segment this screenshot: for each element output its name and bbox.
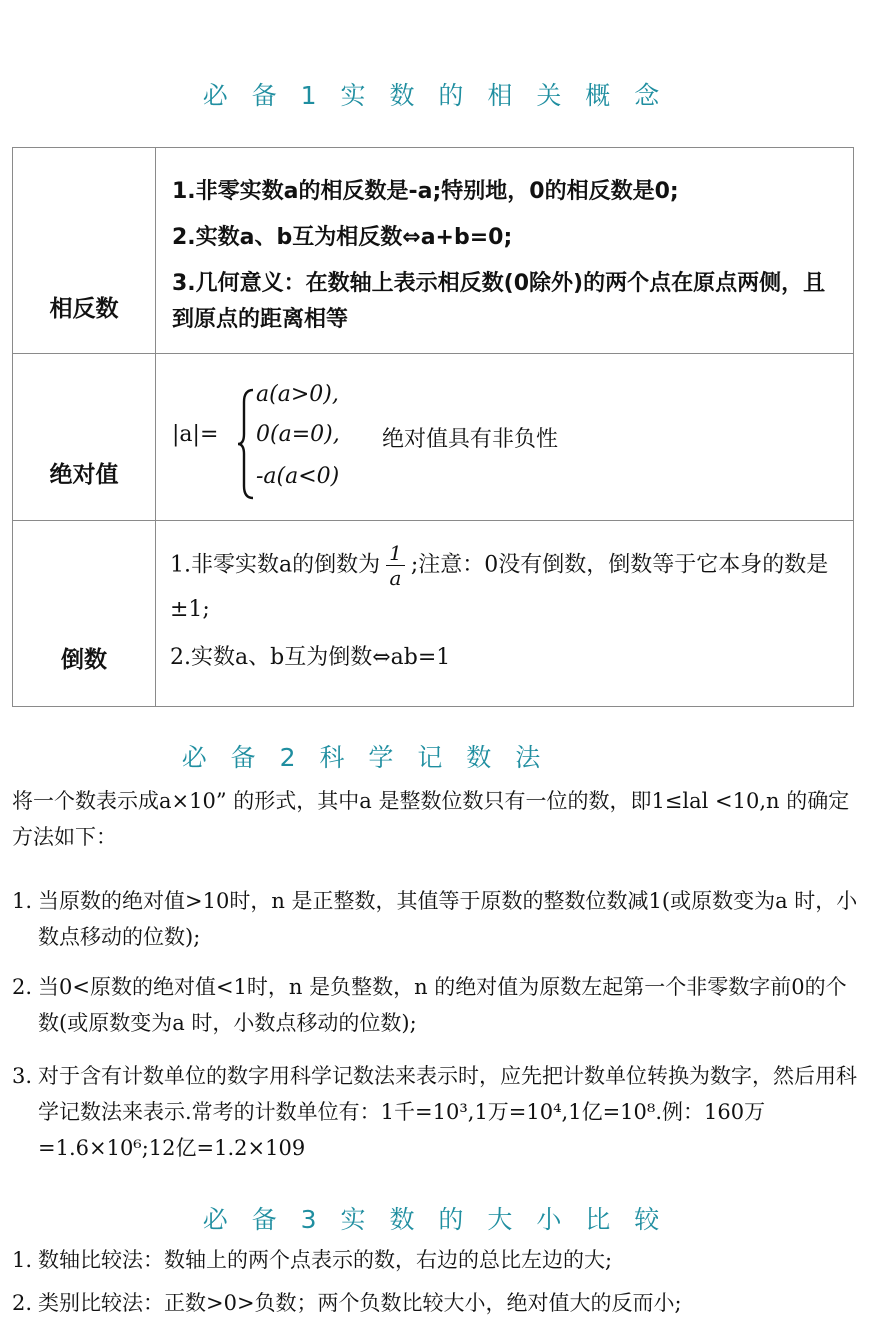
content-cell-reciprocal bbox=[156, 521, 854, 707]
fraction-numerator: 1 bbox=[386, 541, 405, 566]
label-cell-reciprocal bbox=[13, 521, 156, 707]
abs-case-negative: -a(a<0) bbox=[256, 464, 340, 489]
list-text: 当原数的绝对值>10时，n 是正整数，其值等于原数的整数位数减1(或原数变为a 时，小数点移动的位数); bbox=[38, 889, 858, 949]
section1-title: 必 备 1 实 数 的 相 关 概 念 bbox=[202, 81, 668, 110]
list-number: 2. bbox=[12, 1291, 33, 1315]
opposite-item-2: 2.实数a、b互为相反数⇔a+b=0; bbox=[172, 225, 513, 250]
section3-title: 必 备 3 实 数 的 大 小 比 较 bbox=[202, 1205, 668, 1234]
sci-notation-intro: 将一个数表示成a×10” 的形式，其中a 是整数位数只有一位的数，即1≤lal <10,n 的确定方法如下： bbox=[12, 789, 850, 849]
compare-rule-1 bbox=[12, 1242, 864, 1278]
table-row-opposite bbox=[13, 148, 854, 354]
fraction-denominator: a bbox=[389, 566, 402, 590]
abs-case-zero: 0(a=0), bbox=[256, 422, 340, 447]
sci-rule-1 bbox=[12, 883, 864, 955]
list-number: 3. bbox=[12, 1064, 33, 1088]
opposite-item-1: 1.非零实数a的相反数是-a;特别地，0的相反数是0; bbox=[172, 179, 679, 204]
row-label-absolute: 绝对值 bbox=[49, 462, 119, 488]
row-label-opposite: 相反数 bbox=[49, 296, 119, 322]
left-brace-icon bbox=[236, 388, 256, 500]
content-cell-absolute bbox=[156, 354, 854, 521]
sci-rule-3 bbox=[12, 1058, 864, 1166]
compare-rule-2 bbox=[12, 1285, 864, 1321]
concepts-table bbox=[12, 147, 854, 707]
label-cell-opposite bbox=[13, 148, 156, 354]
list-text: 当0<原数的绝对值<1时，n 是负整数，n 的绝对值为原数左起第一个非零数字前0的个数(或原数变为a 时，小数点移动的位数); bbox=[38, 975, 847, 1035]
list-text: 数轴比较法：数轴上的两个点表示的数，右边的总比左边的大; bbox=[38, 1248, 613, 1272]
table-row-absolute bbox=[13, 354, 854, 521]
fraction-one-over-a bbox=[386, 541, 405, 590]
table-row-reciprocal bbox=[13, 521, 854, 707]
reciprocal-item-1-pre: 1.非零实数a的倒数为 bbox=[170, 552, 381, 578]
section2-title: 必 备 2 科 学 记 数 法 bbox=[181, 743, 549, 772]
label-cell-absolute bbox=[13, 354, 156, 521]
list-text: 对于含有计数单位的数字用科学记数法来表示时，应先把计数单位转换为数字，然后用科学记数法来表示.常考的计数单位有：1千=10³,1万=10⁴,1亿=10⁸.例：160万=1.6×10⁶;12亿=1.2×109 bbox=[38, 1064, 857, 1160]
reciprocal-item-1 bbox=[156, 541, 853, 630]
reciprocal-item-1-post: ;注意：0没有倒数，倒数等于它本身的数是±1; bbox=[170, 552, 829, 622]
abs-note: 绝对值具有非负性 bbox=[382, 427, 559, 452]
list-number: 1. bbox=[12, 889, 33, 913]
list-number: 2. bbox=[12, 975, 33, 999]
opposite-item-3: 3.几何意义：在数轴上表示相反数(0除外)的两个点在原点两侧，且到原点的距离相等 bbox=[172, 271, 826, 332]
abs-lhs: |a|= bbox=[172, 422, 219, 447]
reciprocal-item-2: 2.实数a、b互为倒数⇔ab=1 bbox=[170, 645, 451, 670]
list-number: 1. bbox=[12, 1248, 33, 1272]
row-label-reciprocal: 倒数 bbox=[61, 647, 107, 673]
abs-case-positive: a(a>0), bbox=[256, 382, 339, 407]
list-text: 类别比较法：正数>0>负数；两个负数比较大小，绝对值大的反而小; bbox=[38, 1291, 682, 1315]
content-cell-opposite bbox=[156, 148, 854, 354]
sci-rule-2 bbox=[12, 969, 864, 1041]
